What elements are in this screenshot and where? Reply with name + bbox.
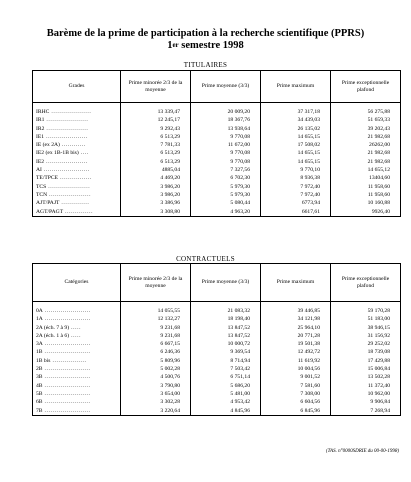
value-cell: 3 302,28 xyxy=(121,398,191,406)
leader-dots: ..................... xyxy=(44,117,89,124)
col-header-prime-moyenne: Prime moyenne (3/3) xyxy=(191,264,261,302)
row-label-text: TCN xyxy=(36,191,48,198)
leader-dots: ....................... xyxy=(42,349,91,356)
value-cell: 9 770,10 xyxy=(261,166,331,174)
value-cell: 9 770,08 xyxy=(191,149,261,157)
row-label-text: 1A xyxy=(36,316,43,323)
leader-dots: ....................... xyxy=(42,308,91,314)
leader-dots: ............ xyxy=(59,142,86,149)
row-label-text: 1B xyxy=(36,349,43,356)
leader-dots: ..... xyxy=(69,332,82,339)
table-row xyxy=(33,398,401,406)
row-label-text: 6B xyxy=(36,399,43,406)
value-cell: 4 500,76 xyxy=(121,373,191,381)
value-cell: 15 006,84 xyxy=(331,365,401,373)
value-cell: 14 655,15 xyxy=(261,158,331,166)
value-cell: 5 809,96 xyxy=(121,357,191,365)
row-label xyxy=(33,307,121,315)
leader-dots: ....................... xyxy=(42,382,91,389)
row-label xyxy=(33,407,121,416)
value-cell: 18 367,76 xyxy=(191,116,261,124)
row-label xyxy=(33,365,121,373)
value-cell: 6617,61 xyxy=(261,208,331,217)
row-label xyxy=(33,357,121,365)
row-label-text: IE2 (ex 1B-1B bis) xyxy=(36,150,79,157)
value-cell: 14 055,55 xyxy=(121,307,191,315)
value-cell: 6 667,15 xyxy=(121,340,191,348)
table-row xyxy=(33,307,401,315)
row-label-text: AGT/PAGT xyxy=(36,208,64,215)
value-cell: 4 963,20 xyxy=(191,208,261,217)
table-row xyxy=(33,348,401,356)
value-cell: 13404,60 xyxy=(331,174,401,182)
row-label xyxy=(33,199,121,207)
table-header-row xyxy=(33,264,401,302)
value-cell: 51 659,33 xyxy=(331,116,401,124)
value-cell: 9 906,84 xyxy=(331,398,401,406)
table-body-contractuels xyxy=(33,302,401,416)
value-cell: 5 979,30 xyxy=(191,183,261,191)
leader-dots: ..................... xyxy=(44,158,89,165)
table-row xyxy=(33,141,401,149)
value-cell: 3 220,64 xyxy=(121,407,191,416)
value-cell: 19 501,38 xyxy=(261,340,331,348)
value-cell: 13 502,28 xyxy=(331,373,401,381)
value-cell: 11 672,00 xyxy=(191,141,261,149)
value-cell: 4 953,42 xyxy=(191,398,261,406)
value-cell: 14 655,15 xyxy=(261,149,331,157)
value-cell: 39 446,85 xyxy=(261,307,331,315)
value-cell: 4 469,20 xyxy=(121,174,191,182)
table-row xyxy=(33,208,401,217)
value-cell: 59 170,28 xyxy=(331,307,401,315)
col-header-grades: Grades xyxy=(33,71,121,103)
row-label xyxy=(33,116,121,124)
value-cell: 3 308,80 xyxy=(121,208,191,217)
value-cell: 12 492,72 xyxy=(261,348,331,356)
table-row xyxy=(33,125,401,133)
value-cell: 10 160,88 xyxy=(331,199,401,207)
value-cell: 6 246,36 xyxy=(121,348,191,356)
value-cell: 7 308,00 xyxy=(261,390,331,398)
value-cell: 5 686,20 xyxy=(191,382,261,390)
row-label-text: 4B xyxy=(36,382,43,389)
table-row xyxy=(33,191,401,199)
table-contractuels xyxy=(32,263,401,416)
value-cell: 13 938,64 xyxy=(191,125,261,133)
row-label-text: 1B bis xyxy=(36,357,51,364)
row-label-text: 5B xyxy=(36,390,43,397)
section-label-contractuels: CONTRACTUELS xyxy=(176,255,235,263)
row-label xyxy=(33,208,121,217)
value-cell: 7 972,40 xyxy=(261,191,331,199)
row-label-text: IE1 xyxy=(36,133,45,140)
value-cell: 18 198,40 xyxy=(191,315,261,323)
row-label xyxy=(33,382,121,390)
value-cell: 10 000,72 xyxy=(191,340,261,348)
row-label xyxy=(33,191,121,199)
value-cell: 21 982,68 xyxy=(331,149,401,157)
value-cell: 5 481,00 xyxy=(191,390,261,398)
value-cell: 10 962,00 xyxy=(331,390,401,398)
row-label-text: AJT/PAJT xyxy=(36,200,60,207)
section-label-titulaires: TITULAIRES xyxy=(183,61,228,69)
value-cell: 5 979,30 xyxy=(191,191,261,199)
col-header-prime-minoree: Prime minorée 2/3 de la moyenne xyxy=(121,71,191,103)
col-header-prime-moyenne: Prime moyenne (3/3) xyxy=(191,71,261,103)
leader-dots: .............. xyxy=(63,208,94,215)
value-cell: 26 135,02 xyxy=(261,125,331,133)
leader-dots: ....................... xyxy=(42,407,91,414)
row-label-text: TCS xyxy=(36,183,47,190)
value-cell: 7 581,60 xyxy=(261,382,331,390)
leader-dots: .............. xyxy=(59,200,90,207)
row-label xyxy=(33,183,121,191)
value-cell: 25 964,10 xyxy=(261,324,331,332)
value-cell: 13 847,52 xyxy=(191,332,261,340)
value-cell: 17 508,02 xyxy=(261,141,331,149)
row-label xyxy=(33,149,121,157)
row-label xyxy=(33,348,121,356)
leader-dots: ................. xyxy=(50,357,87,364)
row-label xyxy=(33,340,121,348)
row-label-text: 2B xyxy=(36,366,43,373)
row-label xyxy=(33,324,121,332)
value-cell: 7 327,56 xyxy=(191,166,261,174)
value-cell: 11 958,60 xyxy=(331,191,401,199)
table-row xyxy=(33,365,401,373)
table-row xyxy=(33,324,401,332)
value-cell: 3 654,00 xyxy=(121,390,191,398)
subtitle-prefix: 1 xyxy=(167,40,173,51)
leader-dots: ....................... xyxy=(42,316,91,323)
value-cell: 3 986,20 xyxy=(121,191,191,199)
value-cell: 9 001,52 xyxy=(261,373,331,381)
value-cell: 6773,94 xyxy=(261,199,331,207)
table-row xyxy=(33,357,401,365)
row-label xyxy=(33,332,121,340)
row-label-text: 2A (éch. 1 à 6) xyxy=(36,332,70,339)
value-cell: 12 132,27 xyxy=(121,315,191,323)
row-label xyxy=(33,133,121,141)
row-label-text: 2A (éch. 7 à 9) xyxy=(36,324,70,331)
leader-dots: ..................... xyxy=(44,133,89,140)
table-row xyxy=(33,382,401,390)
subtitle-superscript: er xyxy=(172,41,179,49)
value-cell: 3 790,80 xyxy=(121,382,191,390)
value-cell: 11 619,92 xyxy=(261,357,331,365)
leader-dots: ..... xyxy=(69,324,82,331)
value-cell: 7 781,33 xyxy=(121,141,191,149)
value-cell: 29 252,02 xyxy=(331,340,401,348)
row-label-text: IE2 xyxy=(36,158,45,165)
page-title: Barème de la prime de participation à la recherche scientifique (PPRS) xyxy=(46,28,365,39)
value-cell: 8 714,94 xyxy=(191,357,261,365)
row-label xyxy=(33,315,121,323)
row-label xyxy=(33,158,121,166)
value-cell: 34 121,98 xyxy=(261,315,331,323)
table-row xyxy=(33,158,401,166)
table-row xyxy=(33,108,401,116)
row-label-text: AI xyxy=(36,167,42,174)
value-cell: 51 183,00 xyxy=(331,315,401,323)
value-cell: 20 771,28 xyxy=(261,332,331,340)
leader-dots: .................... xyxy=(49,109,92,115)
row-label xyxy=(33,373,121,381)
value-cell: 8 936,38 xyxy=(261,174,331,182)
value-cell: 6 513,29 xyxy=(121,133,191,141)
table-row xyxy=(33,315,401,323)
value-cell: 7 268,94 xyxy=(331,407,401,416)
value-cell: 26262,00 xyxy=(331,141,401,149)
row-label-text: 3B xyxy=(36,374,43,381)
value-cell: 9926,40 xyxy=(331,208,401,217)
value-cell: 18 739,08 xyxy=(331,348,401,356)
leader-dots: ....................... xyxy=(41,167,90,174)
table-row xyxy=(33,116,401,124)
value-cell: 34 439,03 xyxy=(261,116,331,124)
row-label-text: IRHC xyxy=(36,109,50,115)
subtitle-suffix: semestre 1998 xyxy=(178,40,244,51)
row-label-text: 7B xyxy=(36,407,43,414)
value-cell: 37 317,18 xyxy=(261,108,331,116)
row-label xyxy=(33,108,121,116)
leader-dots: .... xyxy=(78,150,89,157)
value-cell: 38 946,15 xyxy=(331,324,401,332)
row-label-text: 3A xyxy=(36,341,43,348)
value-cell: 6 604,56 xyxy=(261,398,331,406)
value-cell: 9 770,08 xyxy=(191,158,261,166)
table-row xyxy=(33,332,401,340)
row-label-text: IR2 xyxy=(36,125,45,132)
table-row xyxy=(33,373,401,381)
value-cell: 31 156,92 xyxy=(331,332,401,340)
row-label-text: IE (ex 2A) xyxy=(36,142,60,149)
value-cell: 13 339,47 xyxy=(121,108,191,116)
value-cell: 3 986,20 xyxy=(121,183,191,191)
table-body-titulaires xyxy=(33,103,401,217)
value-cell: 3 386,96 xyxy=(121,199,191,207)
col-header-prime-maximum: Prime maximum xyxy=(261,71,331,103)
value-cell: 9 231,68 xyxy=(121,324,191,332)
row-label-text: TE/TPCE xyxy=(36,175,59,182)
value-cell: 14 655,15 xyxy=(261,133,331,141)
row-label xyxy=(33,174,121,182)
table-row xyxy=(33,340,401,348)
value-cell: 21 982,68 xyxy=(331,158,401,166)
value-cell: 6 702,30 xyxy=(191,174,261,182)
value-cell: 9 369,54 xyxy=(191,348,261,356)
value-cell: 9 231,68 xyxy=(121,332,191,340)
value-cell: 5 080,44 xyxy=(191,199,261,207)
table-row xyxy=(33,174,401,182)
row-label xyxy=(33,125,121,133)
value-cell: 7 972,40 xyxy=(261,183,331,191)
col-header-prime-exceptionnelle: Prime exceptionnelle plafond xyxy=(331,71,401,103)
value-cell: 6 751,14 xyxy=(191,373,261,381)
table-row xyxy=(33,390,401,398)
row-label xyxy=(33,390,121,398)
value-cell: 7 503,42 xyxy=(191,365,261,373)
row-label-text: 0A xyxy=(36,308,43,314)
table-row xyxy=(33,166,401,174)
page-subtitle xyxy=(0,40,411,52)
value-cell: 20 009,20 xyxy=(191,108,261,116)
leader-dots: ....................... xyxy=(42,390,91,397)
value-cell: 21 982,68 xyxy=(331,133,401,141)
value-cell: 12 245,17 xyxy=(121,116,191,124)
value-cell: 39 202,43 xyxy=(331,125,401,133)
value-cell: 5 002,28 xyxy=(121,365,191,373)
col-header-prime-minoree: Prime minorée 2/3 de la moyenne xyxy=(121,264,191,302)
col-header-categories: Catégories xyxy=(33,264,121,302)
leader-dots: ....................... xyxy=(42,341,91,348)
leader-dots: ....................... xyxy=(42,399,91,406)
value-cell: 14 655,12 xyxy=(331,166,401,174)
col-header-prime-exceptionnelle: Prime exceptionnelle plafond xyxy=(331,264,401,302)
footnote-reference: (TAS. n°0000SDRIE du 00-00-1998) xyxy=(325,449,399,454)
value-cell: 11 372,40 xyxy=(331,382,401,390)
table-header-row xyxy=(33,71,401,103)
table-row xyxy=(33,407,401,416)
row-label-text: IR1 xyxy=(36,117,45,124)
table-row xyxy=(33,199,401,207)
value-cell: 13 847,52 xyxy=(191,324,261,332)
value-cell: 9 770,08 xyxy=(191,133,261,141)
leader-dots: ..................... xyxy=(47,191,92,198)
value-cell: 17 429,88 xyxy=(331,357,401,365)
value-cell: 56 275,88 xyxy=(331,108,401,116)
table-row xyxy=(33,133,401,141)
leader-dots: ..................... xyxy=(44,125,89,132)
value-cell: 4885,04 xyxy=(121,166,191,174)
table-row xyxy=(33,183,401,191)
row-label xyxy=(33,141,121,149)
leader-dots: ....................... xyxy=(42,374,91,381)
table-titulaires xyxy=(32,70,401,217)
table-row xyxy=(33,149,401,157)
value-cell: 6 513,29 xyxy=(121,158,191,166)
row-label xyxy=(33,398,121,406)
row-label xyxy=(33,166,121,174)
value-cell: 6 845,96 xyxy=(261,407,331,416)
value-cell: 10 004,56 xyxy=(261,365,331,373)
value-cell: 6 513,29 xyxy=(121,149,191,157)
col-header-prime-maximum: Prime maximum xyxy=(261,264,331,302)
leader-dots: ..................... xyxy=(46,183,91,190)
value-cell: 4 845,96 xyxy=(191,407,261,416)
leader-dots: ................ xyxy=(58,175,93,182)
value-cell: 9 292,43 xyxy=(121,125,191,133)
leader-dots: ....................... xyxy=(42,366,91,373)
value-cell: 11 958,60 xyxy=(331,183,401,191)
value-cell: 21 083,32 xyxy=(191,307,261,315)
